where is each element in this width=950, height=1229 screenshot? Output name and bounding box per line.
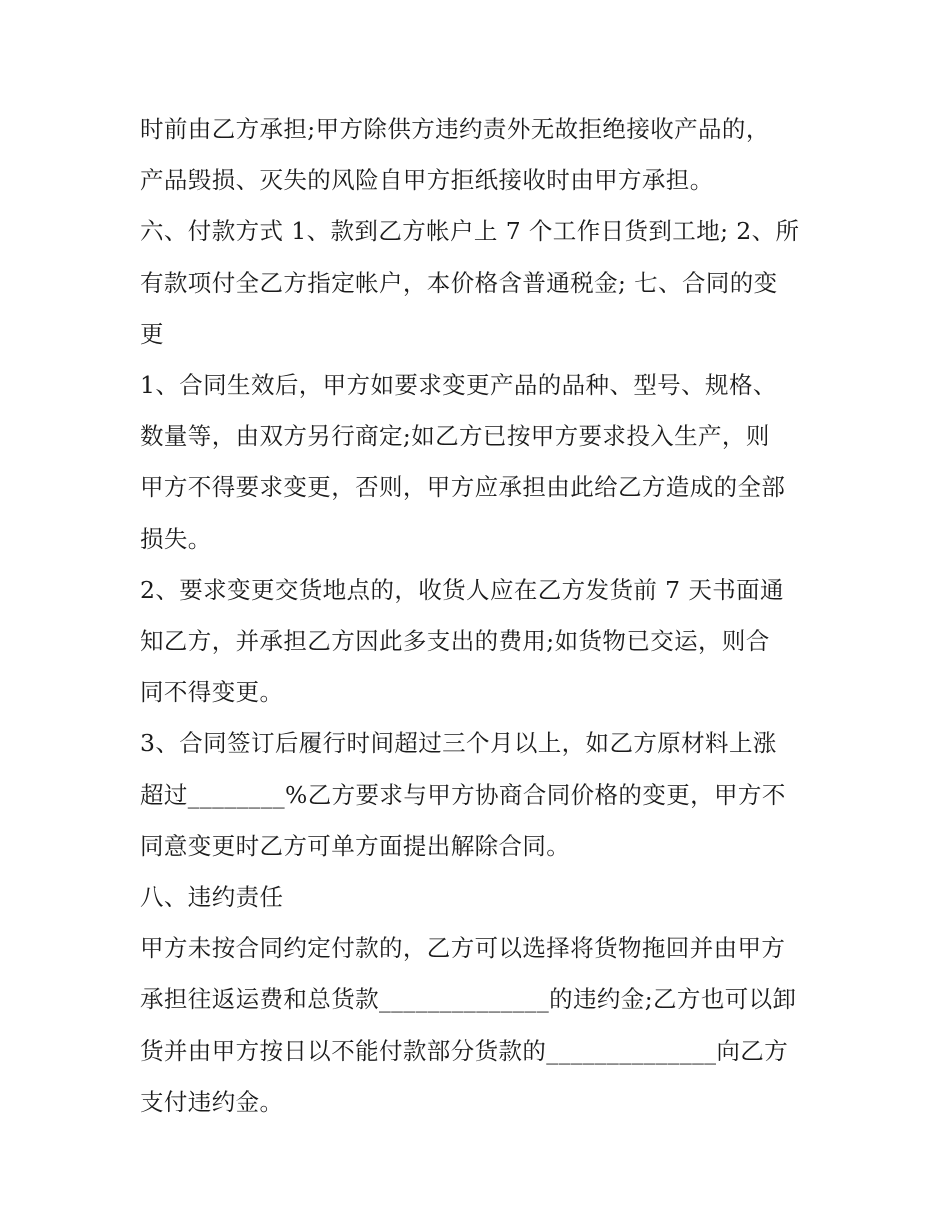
text-line: 同不得变更。 [140,678,284,707]
text-line: 承担往返运费和总货款______________的违约金;乙方也可以卸 [140,985,797,1014]
paragraph-payment-method [140,206,820,360]
paragraph-risk-transfer [140,104,820,206]
text-line: 3、合同签订后履行时间超过三个月以上，如乙方原材料上涨 [140,729,777,758]
text-line: 同意变更时乙方可单方面提出解除合同。 [140,831,571,860]
section-heading: 八、违约责任 [140,883,284,912]
text-line: 有款项付全乙方指定帐户，本价格含普通税金; 七、合同的变 [140,268,778,297]
text-line: 产品毁损、灭失的风险自甲方拒纸接收时由甲方承担。 [140,166,714,195]
text-line: 支付违约金。 [140,1087,284,1116]
section-heading-liability [140,872,820,923]
text-line: 货并由甲方按日以不能付款部分货款的______________向乙方 [140,1036,789,1065]
text-line: 六、付款方式 1、款到乙方帐户上 7 个工作日货到工地; 2、所 [140,217,800,246]
text-line: 超过________%乙方要求与甲方协商合同价格的变更，甲方不 [140,780,786,809]
text-line: 更 [140,319,164,348]
text-line: 数量等，由双方另行商定;如乙方已按甲方要求投入生产，则 [140,422,770,451]
text-line: 甲方未按合同约定付款的，乙方可以选择将货物拖回并由甲方 [140,934,786,963]
text-line: 2、要求变更交货地点的，收货人应在乙方发货前 7 天书面通 [140,575,784,604]
text-line: 损失。 [140,524,212,553]
paragraph-change-clause-1 [140,360,820,565]
text-line: 1、合同生效后，甲方如要求变更产品的品种、型号、规格、 [140,371,777,400]
text-line: 知乙方，并承担乙方因此多支出的费用;如货物已交运，则合 [140,627,770,656]
text-line: 时前由乙方承担;甲方除供方违约责外无故拒绝接收产品的， [140,115,770,143]
paragraph-change-clause-3 [140,718,820,872]
paragraph-breach-liability [140,923,820,1128]
text-line: 甲方不得要求变更，否则，甲方应承担由此给乙方造成的全部 [140,473,786,502]
paragraph-change-clause-2 [140,565,820,719]
document-body [140,104,820,1128]
